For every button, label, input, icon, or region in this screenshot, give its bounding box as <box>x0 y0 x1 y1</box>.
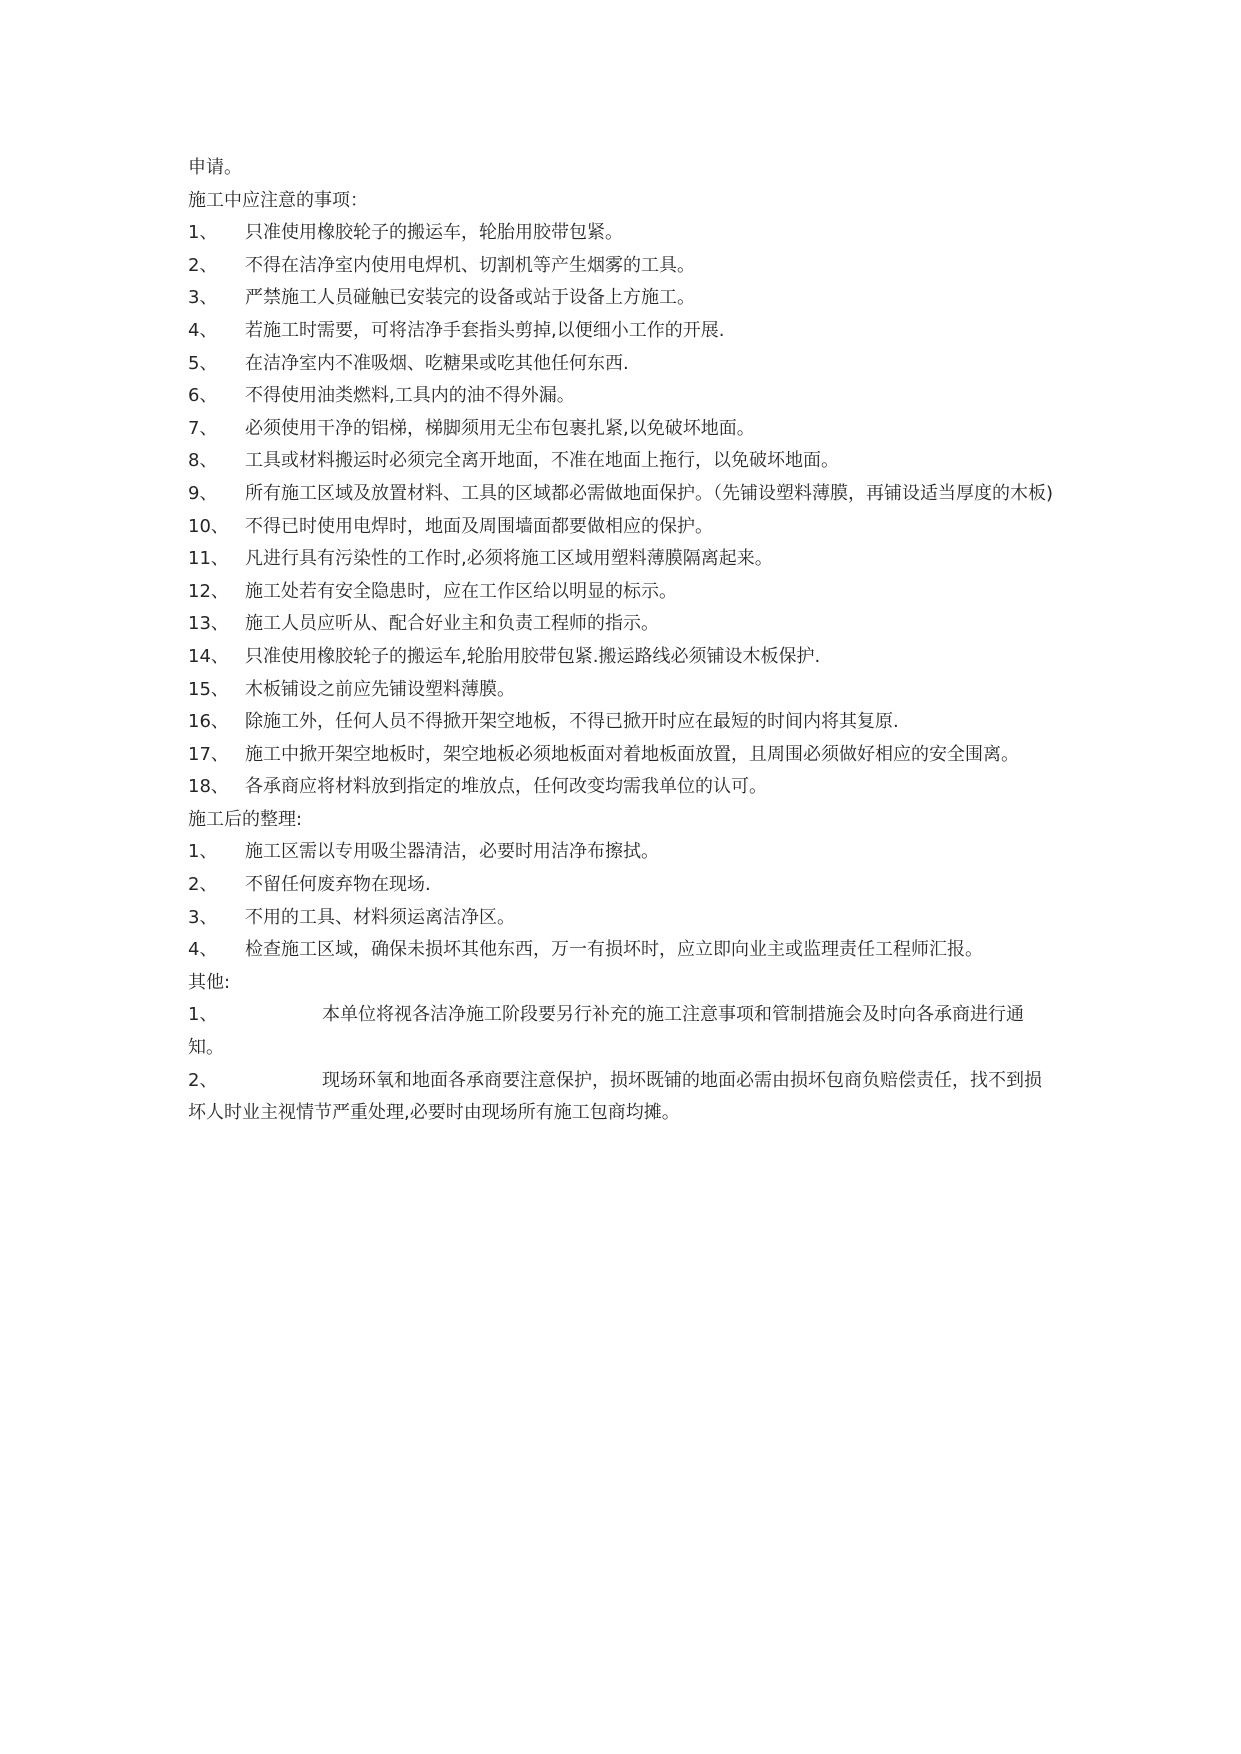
list-item <box>188 478 1054 511</box>
item-number: 13、 <box>188 613 229 635</box>
item-text: 检查施工区域，确保未损坏其他东西，万一有损坏时，应立即向业主或监理责任工程师汇报。 <box>245 939 983 961</box>
list-item <box>188 511 1054 544</box>
item-number: 4、 <box>188 939 218 961</box>
item-text: 在洁净室内不准吸烟、吃糖果或吃其他任何东西. <box>245 352 629 374</box>
item-text: 施工人员应听从、配合好业主和负责工程师的指示。 <box>245 613 659 635</box>
item-number: 6、 <box>188 385 218 407</box>
section-heading-during: 施工中应注意的事项： <box>188 189 368 211</box>
item-number: 1、 <box>188 841 218 863</box>
item-number: 5、 <box>188 352 218 374</box>
item-text: 只准使用橡胶轮子的搬运车，轮胎用胶带包紧。 <box>245 222 623 244</box>
item-number: 1、 <box>188 1004 218 1026</box>
item-number: 3、 <box>188 287 218 309</box>
list-item <box>188 315 1054 348</box>
item-text: 所有施工区域及放置材料、工具的区域都必需做地面保护。（先铺设塑料薄膜，再铺设适当厚度的木板) <box>245 482 1054 504</box>
list-item <box>188 445 1054 478</box>
item-number: 14、 <box>188 645 229 667</box>
item-number: 12、 <box>188 580 229 602</box>
item-number: 17、 <box>188 743 229 765</box>
item-text: 施工处若有安全隐患时，应在工作区给以明显的标示。 <box>245 580 677 602</box>
item-number: 2、 <box>188 254 218 276</box>
item-text: 不得在洁净室内使用电焊机、切割机等产生烟雾的工具。 <box>245 254 695 276</box>
item-text: 施工中掀开架空地板时，架空地板必须地板面对着地板面放置，且周围必须做好相应的安全围离。 <box>245 743 1019 765</box>
item-text: 只准使用橡胶轮子的搬运车,轮胎用胶带包紧.搬运路线必须铺设木板保护. <box>245 645 821 667</box>
list-item <box>188 836 1054 869</box>
list-item <box>188 706 1054 739</box>
item-number: 18、 <box>188 776 229 798</box>
item-number: 1、 <box>188 222 218 244</box>
item-text: 若施工时需要，可将洁净手套指头剪掉,以便细小工作的开展. <box>245 319 725 341</box>
list-item <box>188 1065 1054 1130</box>
item-number: 3、 <box>188 906 218 928</box>
item-number: 2、 <box>188 874 218 896</box>
item-text: 施工区需以专用吸尘器清洁，必要时用洁净布擦拭。 <box>245 841 659 863</box>
list-item <box>188 739 1054 772</box>
list-item <box>188 282 1054 315</box>
list-item <box>188 348 1054 381</box>
item-number: 15、 <box>188 678 229 700</box>
section-heading-after: 施工后的整理: <box>188 808 303 830</box>
list-item <box>188 576 1054 609</box>
item-text: 必须使用干净的铝梯，梯脚须用无尘布包裹扎紧,以免破坏地面。 <box>245 417 755 439</box>
item-number: 7、 <box>188 417 218 439</box>
item-text: 除施工外，任何人员不得掀开架空地板，不得已掀开时应在最短的时间内将其复原. <box>245 711 899 733</box>
item-text: 木板铺设之前应先铺设塑料薄膜。 <box>245 678 515 700</box>
list-item <box>188 674 1054 707</box>
item-number: 10、 <box>188 515 229 537</box>
item-text: 不得已时使用电焊时，地面及周围墙面都要做相应的保护。 <box>245 515 713 537</box>
item-number: 11、 <box>188 548 229 570</box>
item-text: 不用的工具、材料须运离洁净区。 <box>245 906 515 928</box>
list-item <box>188 934 1054 967</box>
item-text: 工具或材料搬运时必须完全离开地面，不准在地面上拖行，以免破坏地面。 <box>245 450 839 472</box>
list-item <box>188 380 1054 413</box>
list-item <box>188 902 1054 935</box>
item-number: 2、 <box>188 1069 218 1091</box>
list-item <box>188 543 1054 576</box>
item-text: 各承商应将材料放到指定的堆放点，任何改变均需我单位的认可。 <box>245 776 767 798</box>
item-text: 严禁施工人员碰触已安装完的设备或站于设备上方施工。 <box>245 287 695 309</box>
item-text: 本单位将视各洁净施工阶段要另行补充的施工注意事项和管制措施会及时向各承商进行通知。 <box>188 1004 1024 1059</box>
list-item <box>188 869 1054 902</box>
list-item <box>188 250 1054 283</box>
list-item <box>188 217 1054 250</box>
section-heading-other: 其他: <box>188 971 231 993</box>
item-text: 凡进行具有污染性的工作时,必须将施工区域用塑料薄膜隔离起来。 <box>245 548 773 570</box>
item-number: 9、 <box>188 482 218 504</box>
list-item <box>188 413 1054 446</box>
item-text: 现场环氧和地面各承商要注意保护，损坏既铺的地面必需由损坏包商负赔偿责任，找不到损坏人时业主视情节严重处理,必要时由现场所有施工包商均摊。 <box>188 1069 1042 1124</box>
item-number: 16、 <box>188 711 229 733</box>
item-number: 8、 <box>188 450 218 472</box>
list-item <box>188 608 1054 641</box>
list-item <box>188 771 1054 804</box>
intro-text: 申请。 <box>188 157 242 178</box>
document-body <box>188 152 1054 1130</box>
list-item <box>188 641 1054 674</box>
item-text: 不留任何废弃物在现场. <box>245 874 431 896</box>
item-text: 不得使用油类燃料,工具内的油不得外漏。 <box>245 385 575 407</box>
list-item <box>188 999 1054 1064</box>
item-number: 4、 <box>188 319 218 341</box>
